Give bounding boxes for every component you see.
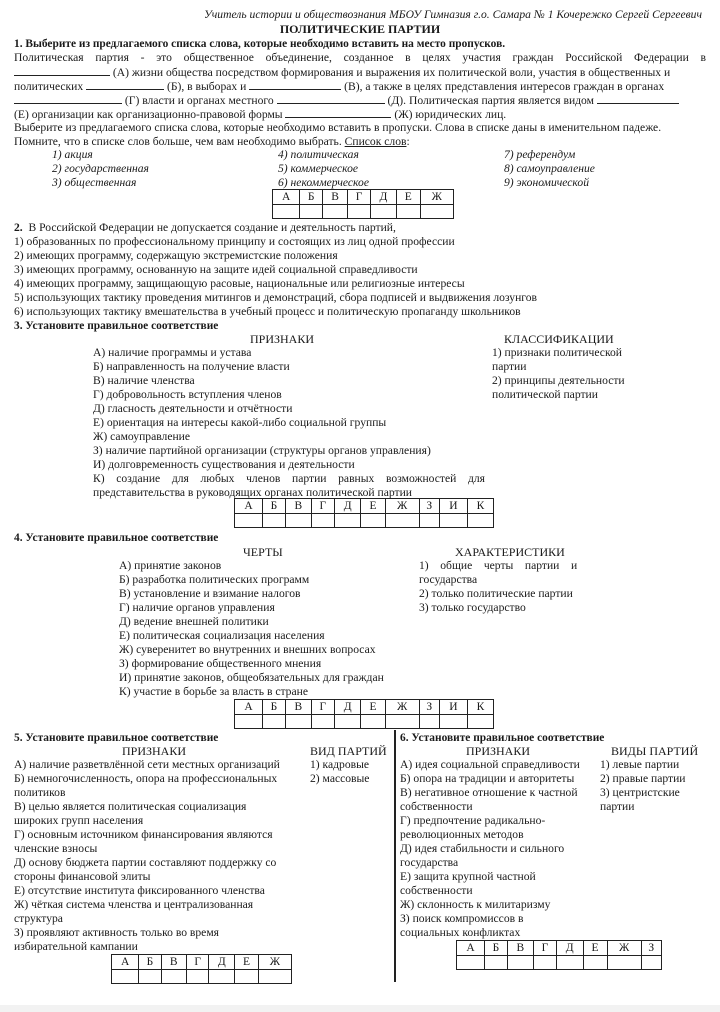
answer-input-row	[235, 715, 494, 729]
answer-header: В	[285, 499, 311, 514]
answer-header: Г	[311, 700, 334, 715]
q6-answer-table	[456, 940, 662, 970]
blank-d[interactable]	[277, 93, 385, 104]
answer-cell[interactable]	[262, 514, 285, 528]
q1-text-seg: (В), а также в целях представления интересов граждан в органах	[344, 80, 665, 93]
answer-header: Д	[370, 190, 396, 205]
q3-right-item: партии	[492, 360, 527, 373]
q2-heading	[14, 221, 396, 235]
answer-header-row	[457, 941, 662, 956]
q1-answer-table	[272, 189, 454, 219]
answer-header: Ж	[420, 190, 453, 205]
answer-header-row	[235, 499, 494, 514]
q6-left-item: Д) идея стабильности и сильного	[400, 842, 565, 855]
q3-answer-table	[234, 498, 494, 528]
answer-header: Д	[556, 941, 583, 956]
q3-left-item: З) наличие партийной организации (структуры органов управления)	[93, 444, 431, 457]
q1-text-line5	[14, 107, 506, 122]
answer-header: Б	[262, 499, 285, 514]
q3-left-item: А) наличие программы и устава	[93, 346, 252, 359]
answer-header: А	[457, 941, 485, 956]
answer-cell[interactable]	[419, 715, 439, 729]
answer-cell[interactable]	[209, 970, 235, 984]
q1-text-seg: (Д). Политическая партия является видом	[387, 94, 594, 107]
q4-right-item: государства	[419, 573, 478, 586]
answer-header-row	[273, 190, 454, 205]
answer-cell[interactable]	[262, 715, 285, 729]
q5-left-item: стороны финансовой элиты	[14, 870, 151, 883]
word-item: 7) референдум	[504, 148, 576, 161]
q2-item: 3) имеющих программу, основанную на защите идей социальной справедливости	[14, 263, 418, 276]
answer-header: А	[235, 499, 263, 514]
answer-header: В	[507, 941, 533, 956]
answer-header: Б	[484, 941, 507, 956]
q3-left-item: Б) направленность на получение власти	[93, 360, 290, 373]
q1-text-seg: политических	[14, 80, 84, 93]
q4-left-item: Д) ведение внешней политики	[119, 615, 269, 628]
answer-header: Ж	[258, 955, 291, 970]
answer-cell[interactable]	[420, 205, 453, 219]
answer-cell[interactable]	[285, 715, 311, 729]
q3-title: 3. Установите правильное соответствие	[14, 320, 219, 332]
q6-left-item: А) идея социальной справедливости	[400, 758, 580, 771]
q5-left-item: Г) основным источником финансирования являются	[14, 828, 273, 841]
answer-header: Ж	[385, 499, 419, 514]
q3-left-item: Ж) самоуправление	[93, 430, 191, 443]
answer-cell[interactable]	[467, 514, 493, 528]
q4-title: 4. Установите правильное соответствие	[14, 532, 219, 544]
q5-left-item: Д) основу бюджета партии составляют поддержку со	[14, 856, 277, 869]
q6-left-item: социальных конфликтах	[400, 926, 521, 939]
q3-left-item: Г) добровольность вступления членов	[93, 388, 282, 401]
q3-left-item: И) долговременность существования и деятельности	[93, 458, 355, 471]
answer-input-row	[112, 970, 292, 984]
blank-e[interactable]	[597, 93, 679, 104]
q5-left-item: избирательной кампании	[14, 940, 138, 953]
q5-left-item: Ж) чёткая система членства и централизованная	[14, 898, 254, 911]
q3-right-item: 2) принципы деятельности	[492, 374, 625, 387]
q1-text-seg: (Б), в выборах и	[166, 80, 247, 93]
answer-header: В	[161, 955, 186, 970]
answer-cell[interactable]	[311, 514, 334, 528]
q6-right-item: 1) левые партии	[600, 758, 680, 771]
blank-zh[interactable]	[285, 107, 391, 118]
answer-cell[interactable]	[439, 514, 467, 528]
answer-header: Ж	[385, 700, 419, 715]
q5-left-item: широких групп населения	[14, 814, 144, 827]
answer-header: К	[467, 499, 493, 514]
answer-header: Д	[334, 700, 361, 715]
answer-header: А	[273, 190, 300, 205]
author-line: Учитель истории и обществознания МБОУ Гимназия г.о. Самара № 1 Кочережко Сергей Сергеевич	[203, 8, 702, 21]
q6-left-item: государства	[400, 856, 459, 869]
q4-right-item: 1) общие черты партии и	[419, 559, 578, 572]
q6-right-item: партии	[600, 800, 635, 813]
q6-left-item: революционных методов	[400, 828, 524, 841]
answer-cell[interactable]	[556, 956, 583, 970]
answer-input-row	[273, 205, 454, 219]
answer-cell[interactable]	[583, 956, 607, 970]
word-item: 8) самоуправление	[504, 162, 595, 175]
q1-text-line3	[14, 79, 664, 94]
answer-cell[interactable]	[467, 715, 493, 729]
word-item: 3) общественная	[52, 176, 137, 189]
answer-cell[interactable]	[311, 715, 334, 729]
blank-v[interactable]	[249, 79, 341, 90]
q6-title: 6. Установите правильное соответствие	[400, 732, 605, 744]
q5-left-item: Е) отсутствие института фиксированного членства	[14, 884, 265, 897]
q1-instructions-line1: Выберите из предлагаемого списка слова, которые необходимо вставить в пропуски. Слова в списке даны в именительном падеже.	[14, 121, 662, 134]
q3-left-item: К) создание для любых членов партии равных возможностей для	[93, 472, 485, 485]
answer-cell[interactable]	[484, 956, 507, 970]
answer-header: З	[419, 700, 439, 715]
answer-cell[interactable]	[273, 205, 300, 219]
q2-item: 6) использующих тактику вмешательства в учебный процесс и политическую пропаганду школьников	[14, 305, 521, 318]
answer-cell[interactable]	[419, 514, 439, 528]
q2-intro: В Российской Федерации не допускается создание и деятельность партий,	[28, 221, 396, 234]
q6-left-item: собственности	[400, 884, 473, 897]
q4-left-item: З) формирование общественного мнения	[119, 657, 322, 670]
q5-title: 5. Установите правильное соответствие	[14, 732, 219, 744]
answer-cell[interactable]	[322, 205, 348, 219]
answer-cell[interactable]	[348, 205, 371, 219]
q3-left-item: представительства в руководящих органах политической партии	[93, 486, 412, 499]
q6-right-header: ВИДЫ ПАРТИЙ	[611, 744, 699, 758]
q2-number: 2.	[14, 221, 23, 234]
answer-cell[interactable]	[300, 205, 322, 219]
answer-header: Б	[300, 190, 322, 205]
answer-cell[interactable]	[533, 956, 556, 970]
q5-left-item: З) проявляют активность только во время	[14, 926, 219, 939]
word-item: 9) экономической	[504, 176, 589, 189]
answer-cell[interactable]	[334, 514, 361, 528]
answer-cell[interactable]	[285, 514, 311, 528]
answer-cell[interactable]	[439, 715, 467, 729]
answer-header: Г	[348, 190, 371, 205]
q1-text-seg: (Е) организации как организационно-правовой формы	[14, 108, 283, 121]
q5-left-item: членские взносы	[14, 842, 98, 855]
answer-header: И	[439, 499, 467, 514]
answer-header: Г	[311, 499, 334, 514]
answer-cell[interactable]	[385, 514, 419, 528]
q1-instructions-line2: Помните, что в списке слов больше, чем вам необходимо выбрать. Список слов:	[14, 135, 410, 148]
answer-header: Д	[334, 499, 361, 514]
answer-cell[interactable]	[186, 970, 208, 984]
q3-left-item: Д) гласность деятельности и отчётности	[93, 402, 293, 415]
page-bottom-strip	[0, 1005, 720, 1012]
q3-left-item: Е) ориентация на интересы какой-либо социальной группы	[93, 416, 387, 429]
q4-left-item: В) установление и взимание налогов	[119, 587, 301, 600]
q5-left-header: ПРИЗНАКИ	[122, 744, 187, 758]
q3-left-item: В) наличие членства	[93, 374, 195, 387]
answer-header: В	[285, 700, 311, 715]
q6-left-item: В) негативное отношение к частной	[400, 786, 578, 799]
answer-header: Е	[361, 700, 385, 715]
answer-header: Е	[397, 190, 421, 205]
q5-answer-table	[111, 954, 292, 984]
answer-header-row	[112, 955, 292, 970]
answer-header: В	[322, 190, 348, 205]
answer-header-row	[235, 700, 494, 715]
page-title: ПОЛИТИЧЕСКИЕ ПАРТИИ	[279, 22, 441, 36]
answer-cell[interactable]	[112, 970, 139, 984]
answer-header: З	[641, 941, 661, 956]
answer-header: Е	[583, 941, 607, 956]
answer-header: А	[235, 700, 263, 715]
column-divider	[394, 730, 396, 982]
q3-right-item: 1) признаки политической	[492, 346, 622, 359]
answer-cell[interactable]	[161, 970, 186, 984]
answer-header: Д	[209, 955, 235, 970]
answer-header: И	[439, 700, 467, 715]
q4-right-item: 3) только государство	[419, 601, 526, 614]
q2-item: 4) имеющих программу, защищающую расовые, национальные или религиозные интересы	[14, 277, 465, 290]
q1-text-seg: (Г) власти и органах местного	[124, 94, 274, 107]
q5-left-item: структура	[14, 912, 63, 925]
q1-instructions-text: Помните, что в списке слов больше, чем вам необходимо выбрать.	[14, 135, 342, 148]
q3-left-header: ПРИЗНАКИ	[250, 332, 315, 346]
answer-header: Г	[533, 941, 556, 956]
answer-header: Ж	[607, 941, 641, 956]
q1-text-line1: Политическая партия - это общественное объединение, созданное в целях участия граждан Российской Федерации в	[14, 51, 706, 64]
answer-header: Е	[361, 499, 385, 514]
answer-input-row	[235, 514, 494, 528]
q6-left-item: З) поиск компромиссов в	[400, 912, 524, 925]
q4-answer-table	[234, 699, 494, 729]
q5-left-item: политиков	[14, 786, 66, 799]
q6-right-item: 2) правые партии	[600, 772, 686, 785]
q5-left-item: В) целью является политическая социализация	[14, 800, 247, 813]
q1-text-seg: (Ж) юридических лиц.	[394, 108, 507, 121]
word-list-label: Список слов	[344, 135, 407, 148]
answer-header: Е	[235, 955, 259, 970]
q4-left-item: А) принятие законов	[119, 559, 222, 572]
q5-right-item: 1) кадровые	[310, 758, 370, 771]
q5-right-item: 2) массовые	[310, 772, 370, 785]
answer-cell[interactable]	[507, 956, 533, 970]
q6-left-item: Е) защита крупной частной	[400, 870, 536, 883]
blank-g[interactable]	[14, 93, 122, 104]
q6-right-item: 3) центристские	[600, 786, 680, 799]
answer-input-row	[457, 956, 662, 970]
q1-text-line2	[14, 65, 706, 80]
answer-cell[interactable]	[235, 514, 263, 528]
answer-cell[interactable]	[361, 715, 385, 729]
q4-left-item: К) участие в борьбе за власть в стране	[119, 685, 308, 698]
q5-right-header: ВИД ПАРТИЙ	[310, 744, 387, 758]
word-item: 1) акция	[52, 148, 93, 161]
q4-left-item: И) принятие законов, общеобязательных для граждан	[119, 671, 384, 684]
word-item: 4) политическая	[278, 148, 359, 161]
q1-text-line4	[14, 93, 679, 108]
answer-header: К	[467, 700, 493, 715]
word-item: 6) некоммерческое	[278, 176, 369, 189]
q2-item: 1) образованных по профессиональному принципу и состоящих из лиц одной профессии	[14, 235, 455, 248]
answer-header: Г	[186, 955, 208, 970]
answer-cell[interactable]	[334, 715, 361, 729]
blank-b[interactable]	[86, 79, 164, 90]
q4-right-item: 2) только политические партии	[419, 587, 573, 600]
answer-cell[interactable]	[397, 205, 421, 219]
q4-left-item: Б) разработка политических программ	[119, 573, 310, 586]
q4-left-item: Г) наличие органов управления	[119, 601, 275, 614]
answer-header: А	[112, 955, 139, 970]
answer-cell[interactable]	[641, 956, 661, 970]
q3-right-header: КЛАССИФИКАЦИИ	[504, 332, 614, 346]
q4-left-header: ЧЕРТЫ	[243, 545, 283, 559]
q4-left-item: Ж) суверенитет во внутренних и внешних вопросах	[119, 643, 376, 656]
q5-left-item: А) наличие разветвлённой сети местных организаций	[14, 758, 280, 771]
answer-cell[interactable]	[607, 956, 641, 970]
q3-right-item: политической партии	[492, 388, 598, 401]
q4-left-item: Е) политическая социализация населения	[119, 629, 325, 642]
q5-left-item: Б) немногочисленность, опора на профессиональных	[14, 772, 278, 785]
answer-cell[interactable]	[457, 956, 485, 970]
answer-cell[interactable]	[370, 205, 396, 219]
q1-title: 1. Выберите из предлагаемого списка слова, которые необходимо вставить на место пропусков.	[14, 38, 506, 50]
q6-left-item: собственности	[400, 800, 473, 813]
q6-left-item: Г) предпочтение радикально-	[400, 814, 546, 827]
answer-cell[interactable]	[258, 970, 291, 984]
answer-cell[interactable]	[361, 514, 385, 528]
answer-cell[interactable]	[385, 715, 419, 729]
answer-header: Б	[262, 700, 285, 715]
answer-cell[interactable]	[235, 970, 259, 984]
q4-right-header: ХАРАКТЕРИСТИКИ	[455, 545, 565, 559]
word-item: 2) государственная	[52, 162, 149, 175]
q2-item: 5) использующих тактику проведения митингов и демонстраций, сбора подписей и выдвижения лозунгов	[14, 291, 538, 304]
answer-cell[interactable]	[235, 715, 263, 729]
q2-item: 2) имеющих программу, содержащую экстремистские положения	[14, 249, 338, 262]
answer-header: З	[419, 499, 439, 514]
answer-header: Б	[139, 955, 161, 970]
q6-left-item: Ж) склонность к милитаризму	[400, 898, 551, 911]
answer-cell[interactable]	[139, 970, 161, 984]
q6-left-item: Б) опора на традиции и авторитеты	[400, 772, 575, 785]
q6-left-header: ПРИЗНАКИ	[466, 744, 531, 758]
word-item: 5) коммерческое	[278, 162, 359, 175]
q1-text-line2-content: (А) жизни общества посредством формирования и выражения их политической воли, участия в общественных и	[112, 66, 671, 79]
blank-a[interactable]	[14, 65, 110, 76]
